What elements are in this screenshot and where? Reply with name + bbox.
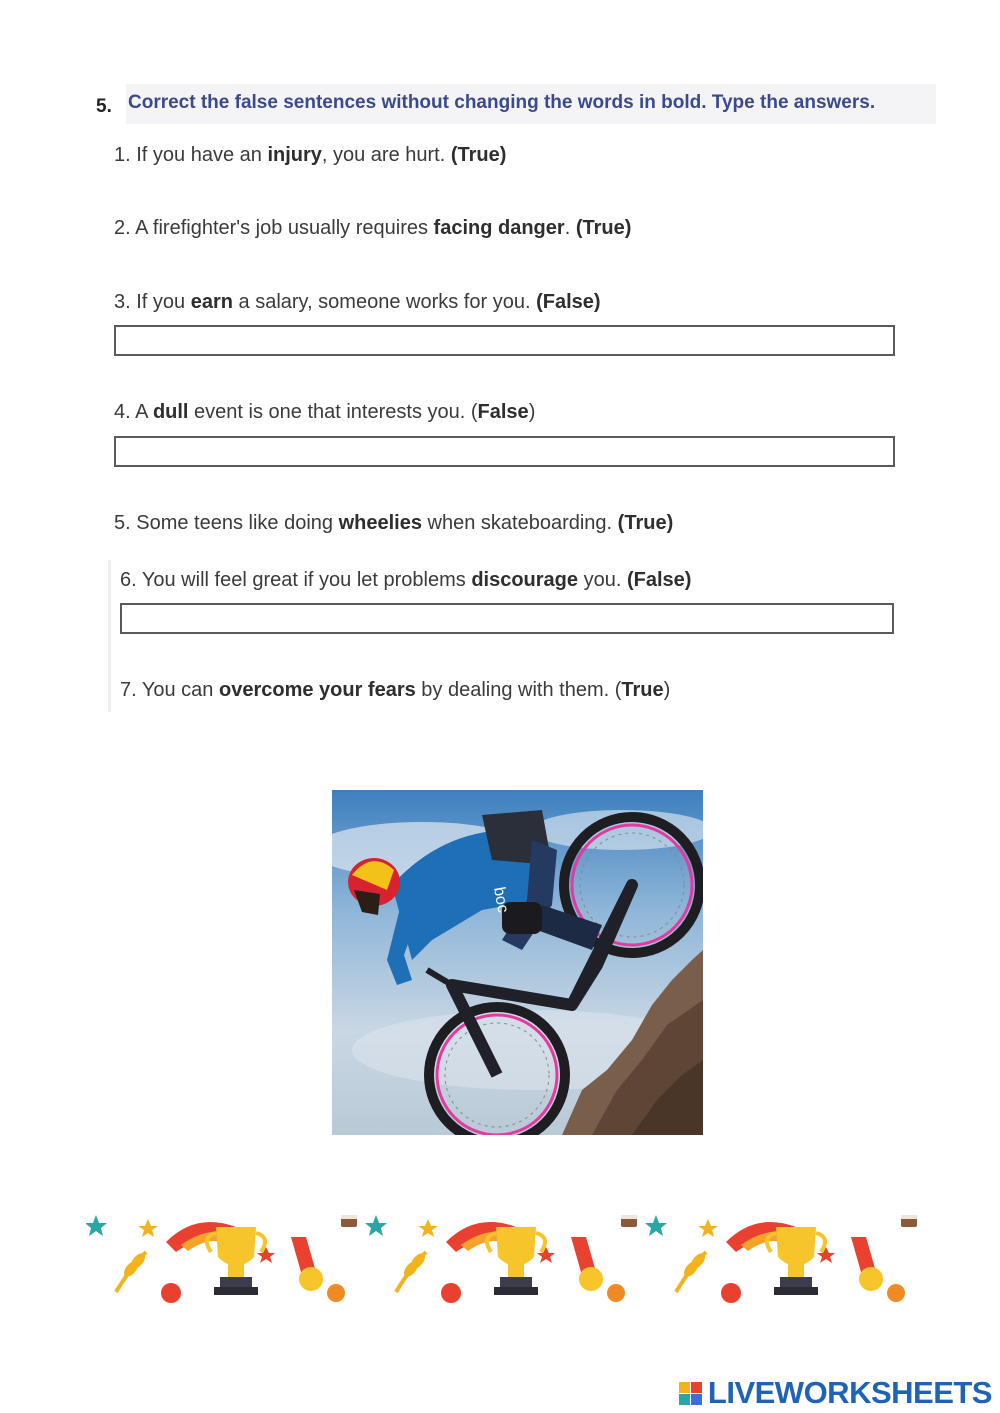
question-5 [114, 512, 673, 535]
question-text: ) [663, 679, 671, 701]
question-text: 5. Some teens like doing [114, 512, 339, 534]
logo-mark-icon [679, 1382, 702, 1405]
question-text: you. [578, 569, 627, 591]
question-text: 6. You will feel great if you let problems [120, 569, 472, 591]
bold-word: (False) [626, 569, 692, 591]
side-divider [108, 560, 111, 712]
answer-field-4[interactable] [114, 436, 895, 467]
question-text: 7. You can [120, 679, 219, 701]
bold-word: injury [267, 144, 322, 166]
answer-field-6[interactable] [120, 603, 894, 634]
bold-word: True [621, 679, 664, 701]
question-text: 3. If you [114, 291, 191, 313]
bold-word: (True) [575, 217, 632, 239]
bold-word: (False) [536, 291, 601, 313]
question-text: by dealing with them. ( [415, 679, 622, 701]
question-text: when skateboarding. [421, 512, 618, 534]
bold-word: (True) [450, 144, 507, 166]
question-2 [114, 217, 631, 240]
exercise-number: 5. [96, 96, 112, 117]
question-text: 1. If you have an [114, 144, 268, 166]
bold-word: overcome your fears [218, 679, 416, 701]
exercise-instruction: Correct the false sentences without changing the words in bold. Type the answers. [128, 92, 876, 113]
bold-word: (True) [617, 512, 674, 534]
question-text: ) [528, 401, 536, 423]
liveworksheets-logo [679, 1376, 992, 1410]
question-text: 2. A firefighter's job usually requires [114, 217, 434, 239]
question-text: . [564, 217, 576, 239]
question-4 [114, 401, 535, 424]
bold-word: discourage [471, 569, 579, 591]
question-1 [114, 144, 506, 167]
bold-word: dull [152, 401, 189, 423]
question-text: 4. A [114, 401, 153, 423]
brand-text: boc [490, 885, 512, 915]
question-3 [114, 291, 601, 314]
mountain-biker-photo [332, 790, 703, 1135]
bold-word: False [477, 401, 529, 423]
question-7 [120, 679, 670, 702]
bold-word: wheelies [338, 512, 422, 534]
question-text: , you are hurt. [321, 144, 451, 166]
question-text: a salary, someone works for you. [232, 291, 537, 313]
question-6 [120, 569, 691, 592]
answer-field-3[interactable] [114, 325, 895, 356]
trophy-banner [86, 1197, 922, 1303]
question-text: event is one that interests you. ( [188, 401, 478, 423]
logo-text: LIVEWORKSHEETS [707, 1375, 992, 1410]
bold-word: facing danger [433, 217, 565, 239]
bold-word: earn [190, 291, 233, 313]
